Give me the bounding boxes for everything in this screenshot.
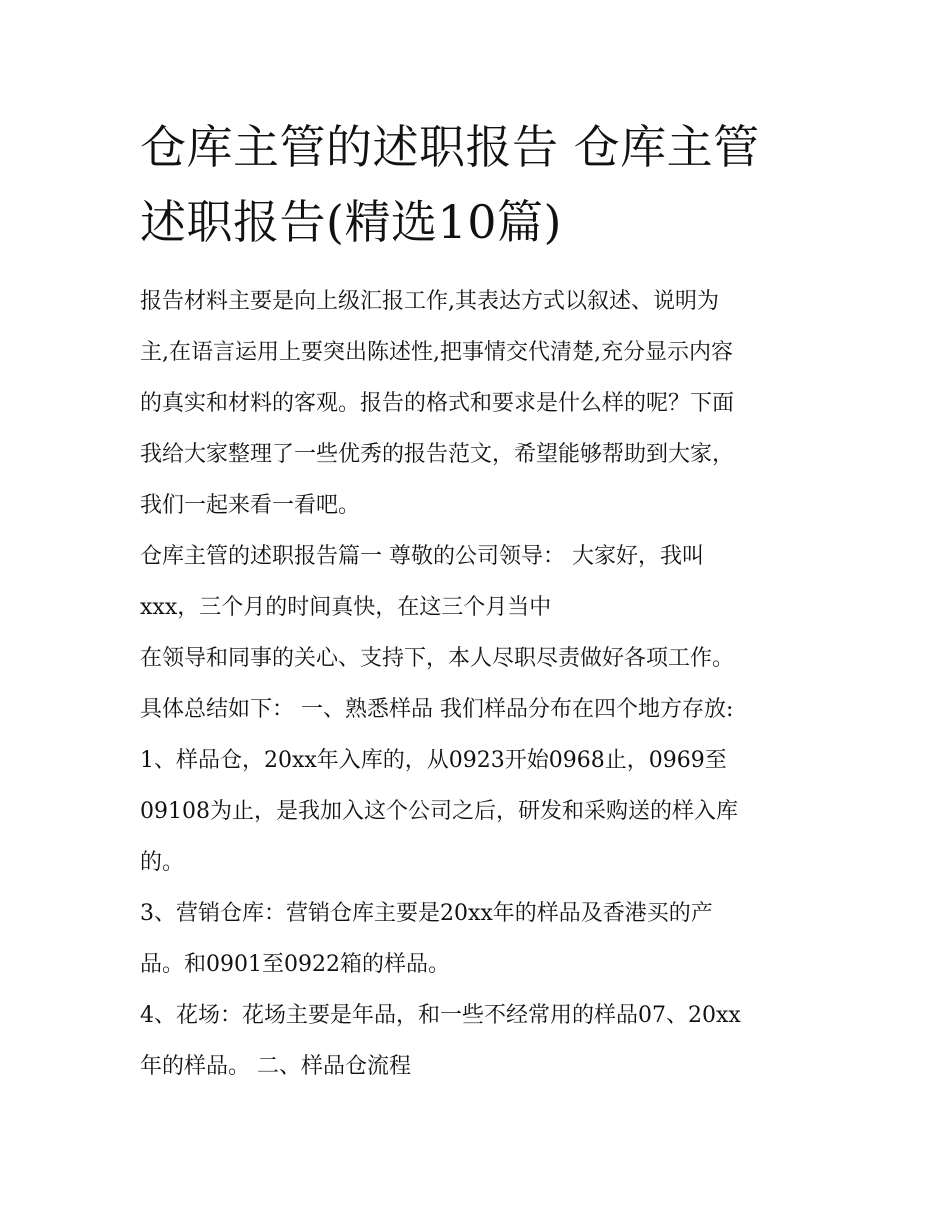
body-line: 3、营销仓库：营销仓库主要是20xx年的样品及香港买的产	[140, 901, 713, 926]
body-line: 具体总结如下： 一、熟悉样品 我们样品分布在四个地方存放:	[140, 697, 734, 722]
body-line: 4、花场：花场主要是年品，和一些不经常用的样品07、20xx	[140, 1003, 741, 1028]
body-line: 在领导和同事的关心、支持下，本人尽职尽责做好各项工作。	[140, 646, 735, 671]
body-line: xxx，三个月的时间真快，在这三个月当中	[140, 595, 552, 620]
body-line: 报告材料主要是向上级汇报工作,其表达方式以叙述、说明为	[140, 289, 719, 314]
body-line: 仓库主管的述职报告篇一 尊敬的公司领导： 大家好，我叫	[140, 544, 704, 569]
title-line-1: 仓库主管的述职报告 仓库主管	[140, 120, 760, 174]
body-line: 年的样品。 二、样品仓流程	[140, 1054, 411, 1079]
title-line-2: 述职报告(精选10篇)	[140, 195, 562, 249]
body-line: 主,在语言运用上要突出陈述性,把事情交代清楚,充分显示内容	[140, 340, 733, 365]
body-line: 品。和0901至0922箱的样品。	[140, 952, 450, 977]
body-line: 09108为止，是我加入这个公司之后，研发和采购送的样入库	[140, 799, 738, 824]
document-title	[140, 110, 820, 260]
document-body	[140, 276, 830, 1092]
body-line: 的真实和材料的客观。报告的格式和要求是什么样的呢？下面	[140, 391, 735, 416]
body-line: 我们一起来看一看吧。	[140, 493, 361, 518]
body-line: 1、样品仓，20xx年入库的，从0923开始0968止，0969至	[140, 748, 727, 773]
body-line: 的。	[140, 850, 185, 875]
body-line: 我给大家整理了一些优秀的报告范文，希望能够帮助到大家，	[140, 442, 735, 467]
